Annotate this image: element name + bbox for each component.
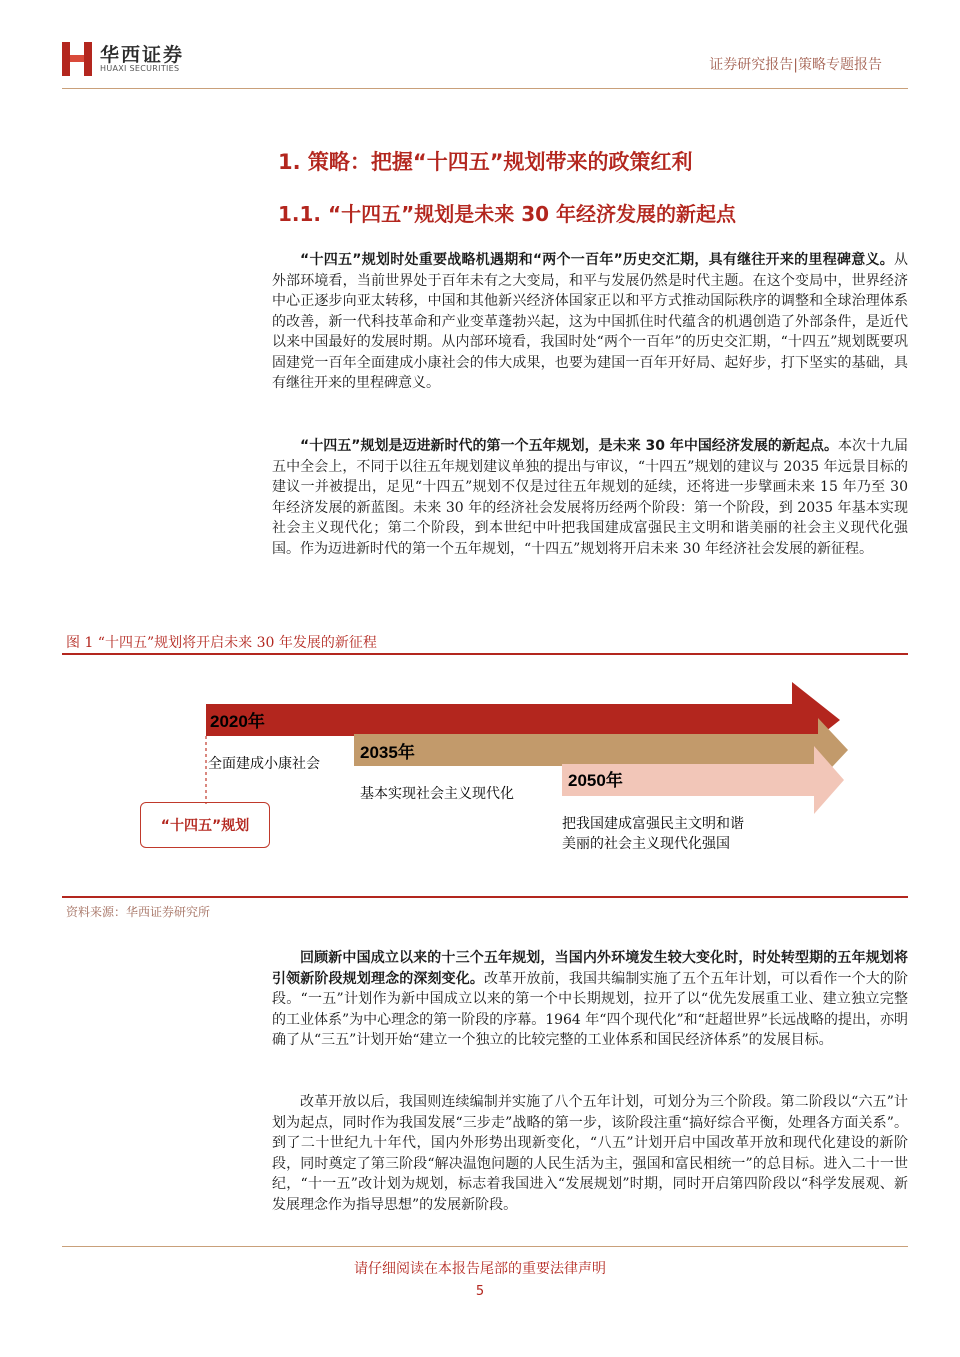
year-2050: 2050年 [568,771,623,790]
paragraph-2-lead: “十四五”规划是迈进新时代的第一个五年规划，是未来 30 年中国经济发展的新起点。 [300,438,838,454]
header-divider [62,88,908,89]
figure-source: 资料来源：华西证券研究所 [66,905,211,919]
figure-top-rule [62,653,908,655]
section-heading: 1. 策略：把握“十四五”规划带来的政策红利 [278,150,693,174]
paragraph-4-body: 改革开放以后，我国则连续编制并实施了八个五年计划，可划分为三个阶段。第二阶段以“六五”计划为起点，同时作为我国发展“三步走”战略的第一步，该阶段注重“搞好综合平衡，处理各方面关系”。到了二十世纪九十年代，国内外形势出现新变化，“八五”计划开启中国改革开放和现代化建设的新阶段，同时奠定了第三阶段“解决温饱问题的人民生活为主，强国和富民相统一”的总目标。进入二十一世纪，“十一五”改计划为规划，标志着我国进入“发展规划”时期，同时开启第四阶段以“科学发展观、新发展理念作为指导思想”的发展新阶段。 [272,1094,908,1213]
timeline-diagram [62,656,908,894]
brand-name-cn: 华西证券 [100,44,185,66]
figure-bottom-rule [62,896,908,898]
stage-2035-label: 基本实现社会主义现代化 [360,786,514,802]
paragraph-3-lead: 回顾新中国成立以来的十三个五年规划，当国内外环境发生较大变化时，时处转型期的五年规划将引领新阶段规划理念的深刻变化。 [272,950,908,987]
figure-caption: 图 1 “十四五”规划将开启未来 30 年发展的新征程 [66,635,377,651]
paragraph-2 [272,436,908,559]
paragraph-3-body: 改革开放前，我国共编制实施了五个五年计划，可以看作一个大的阶段。“一五”计划作为新中国成立以来的第一个中长期规划，拉开了以“优先发展重工业、建立独立完整的工业体系”为中心理念的第一阶段的序幕。1964 年“四个现代化”和“赶超世界”长远战略的提出，亦明确了从“三五”计划开始“建立一个独立的比较完整的工业体系和国民经济体系”的发展目标。 [272,970,908,1048]
report-type: 证券研究报告|策略专题报告 [709,57,882,73]
stage-2050-label-line1: 把我国建成富强民主文明和谐 [562,816,744,832]
stage-2050-label-line2: 美丽的社会主义现代化强国 [562,836,730,852]
paragraph-4 [272,1092,908,1215]
brand-name-en: HUAXI SECURITIES [100,64,180,73]
plan-box: “十四五”规划 [140,802,270,848]
paragraph-2-body: 本次十九届五中全会上，不同于以往五年规划建议单独的提出与审议，“十四五”规划的建议与 2035 年远景目标的建议一并被提出，足见“十四五”规划不仅是过往五年规划的延续，还将进一步擘画未来 15 年乃至 30 年经济发展的新蓝图。未来 30 年的经济社会发展将历经两个阶段：第一个阶段，到 2035 年基本实现社会主义现代化；第二个阶段，到本世纪中叶把我国建成富强民主文明和谐美丽的社会主义现代化强国。作为迈进新时代的第一个五年规划，“十四五”规划将开启未来 30 年经济社会发展的新征程。 [272,438,909,557]
paragraph-1-lead: “十四五”规划时处重要战略机遇期和“两个一百年”历史交汇期，具有继往开来的里程碑意义。 [300,252,894,268]
year-2020: 2020年 [210,712,265,731]
footer-divider [62,1246,908,1247]
subsection-heading: 1.1. “十四五”规划是未来 30 年经济发展的新起点 [278,202,737,226]
legal-notice: 请仔细阅读在本报告尾部的重要法律声明 [354,1261,606,1277]
page-number: 5 [475,1284,485,1299]
stage-2020-label: 全面建成小康社会 [208,756,320,772]
paragraph-1-body: 从外部环境看，当前世界处于百年未有之大变局，和平与发展仍然是时代主题。在这个变局中，世界经济中心正逐步向亚太转移，中国和其他新兴经济体国家正以和平方式推动国际秩序的调整和全球治理体系的改善，新一代科技革命和产业变革蓬勃兴起，这为中国抓住时代蕴含的机遇创造了外部条件，是近代以来中国最好的发展时期。从内部环境看，我国时处“两个一百年”的历史交汇期，“十四五”规划既要巩固建党一百年全面建成小康社会的伟大成果，也要为建国一百年开好局、起好步，打下坚实的基础，具有继往开来的里程碑意义。 [272,252,908,391]
paragraph-1 [272,250,908,394]
year-2035: 2035年 [360,743,415,762]
paragraph-3 [272,948,908,1051]
huaxi-logo-icon [62,42,92,76]
